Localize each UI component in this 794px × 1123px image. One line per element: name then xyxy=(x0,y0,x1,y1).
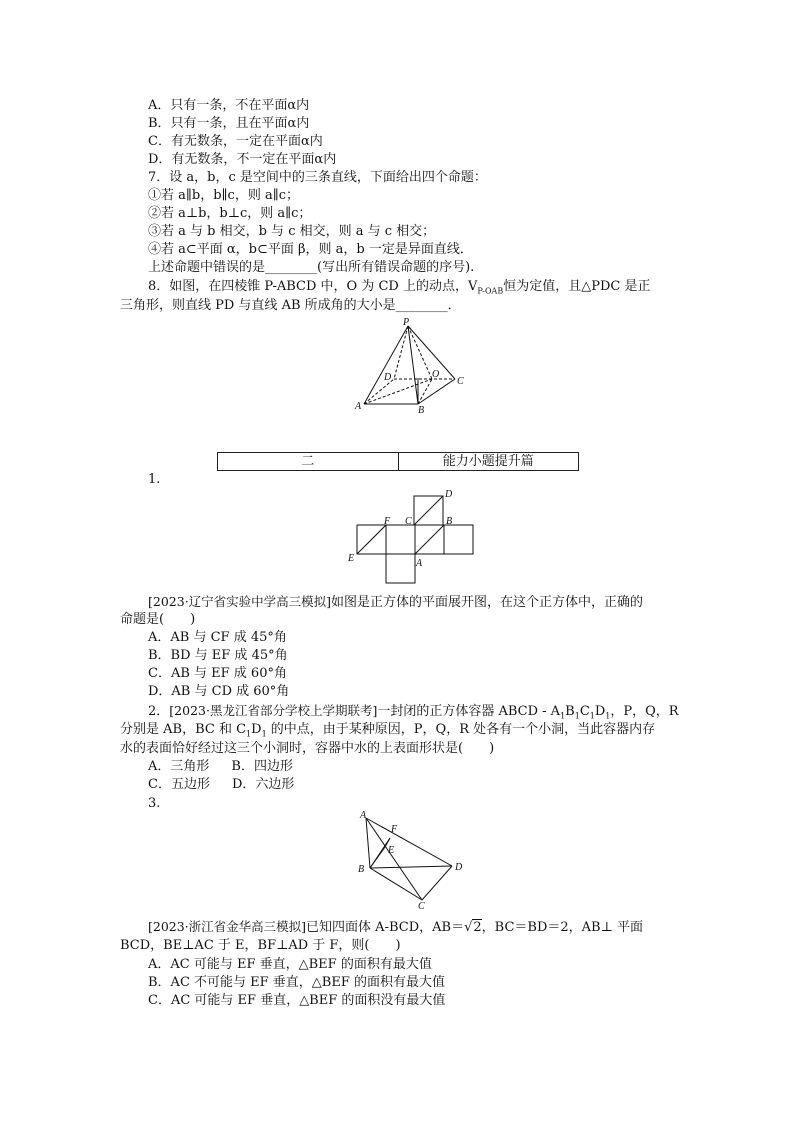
p2-sub-a1: 1 xyxy=(560,711,566,721)
tetrahedron-figure xyxy=(350,808,470,910)
p2-sub-c1b: 1 xyxy=(246,729,252,739)
label-b: B xyxy=(418,405,425,416)
p1-source: [2023·辽宁省实验中学高三模拟] xyxy=(148,594,332,609)
p2-stem-b: B xyxy=(565,704,575,719)
p3-sqrt-value: 2 xyxy=(473,920,482,935)
q7-item-4: ④若 a⊂平面 α，b⊂平面 β，则 a，b 一定是异面直线． xyxy=(148,242,473,257)
tet-label-a: A xyxy=(360,810,367,821)
q6-option-d: D．有无数条，不一定在平面α内 xyxy=(148,152,337,167)
p2-stem-c: C xyxy=(579,704,590,719)
cube-net-figure xyxy=(344,488,478,588)
p3-stem-b: ，BC＝BD＝2，AB⊥ 平面 xyxy=(481,920,643,935)
p3-source: [2023·浙江省金华高三模拟] xyxy=(148,919,307,934)
tet-label-f: F xyxy=(391,824,398,835)
q7-item-3: ③若 a 与 b 相交，b 与 c 相交，则 a 与 c 相交； xyxy=(148,224,436,239)
q7-question: 上述命题中错误的是________(写出所有错误命题的序号). xyxy=(148,260,475,275)
net-label-e: E xyxy=(348,553,355,564)
section-number: 二 xyxy=(218,453,399,470)
section-title: 能力小题提升篇 xyxy=(442,454,534,469)
p2-source: [2023·黑龙江省部分学校上学期联考] xyxy=(169,703,378,718)
label-o: O xyxy=(432,369,440,380)
q8-subscript: P-OAB xyxy=(477,286,504,296)
p1-option-d: D．AB 与 CD 成 60°角 xyxy=(148,684,290,699)
p2-sub-c1: 1 xyxy=(589,711,595,721)
q6-option-b: B．只有一条，且在平面α内 xyxy=(148,116,310,131)
p2-sub-b1: 1 xyxy=(574,711,580,721)
p2-line2-a: 分别是 AB，BC 和 C xyxy=(120,722,247,737)
p3-stem-a: 已知四面体 A-BCD，AB＝ xyxy=(306,920,465,935)
tet-label-e: E xyxy=(388,845,395,856)
net-label-a: A xyxy=(416,558,423,569)
label-a: A xyxy=(355,401,362,412)
p1-number: 1. xyxy=(148,472,161,487)
p1-stem: 如图是正方体的平面展开图，在这个正方体中，正确的 xyxy=(331,595,644,610)
q6-option-a: A．只有一条，不在平面α内 xyxy=(148,98,310,113)
label-d: D xyxy=(384,372,392,383)
p1-stem-line-2: 命题是( ) xyxy=(120,612,196,627)
net-label-c: C xyxy=(405,516,412,527)
net-label-f: F xyxy=(384,516,391,527)
net-label-b: B xyxy=(446,516,453,527)
pyramid-figure xyxy=(350,316,475,418)
q8-text-a: 8．如图，在四棱锥 P-ABCD 中，O 为 CD 上的动点，V xyxy=(148,279,478,294)
p1-stem-line-1 xyxy=(148,593,643,612)
p2-stem-e: ，P，Q，R xyxy=(610,704,679,719)
p3-line-1 xyxy=(148,918,643,937)
section-header xyxy=(217,452,579,471)
p2-sub-d1: 1 xyxy=(605,711,611,721)
q8-text-b: 恒为定值，且△PDC 是正 xyxy=(503,279,651,294)
net-label-d: D xyxy=(445,489,453,500)
label-p: P xyxy=(403,317,410,328)
p1-option-c: C．AB 与 EF 成 60°角 xyxy=(148,666,287,681)
p3-number: 3. xyxy=(148,796,161,811)
p2-number: 2． xyxy=(148,704,170,719)
p2-options-row-1 xyxy=(148,758,293,776)
p2-option-a: A．三角形 xyxy=(148,759,210,774)
p2-sub-d1b: 1 xyxy=(261,729,267,739)
p1-option-b: B．BD 与 EF 成 45°角 xyxy=(148,648,288,663)
p2-stem-a: 一封闭的正方体容器 ABCD - A xyxy=(377,704,561,719)
p3-option-c: C．AC 可能与 EF 垂直，△BEF 的面积没有最大值 xyxy=(148,993,446,1008)
tet-label-d: D xyxy=(455,862,463,873)
label-c: C xyxy=(457,376,464,387)
p2-option-c: C．五边形 xyxy=(148,777,210,792)
p2-stem-d: D xyxy=(594,704,606,719)
p3-option-a: A．AC 可能与 EF 垂直，△BEF 的面积有最大值 xyxy=(148,957,432,972)
q8-line-2: 三角形，则直线 PD 与直线 AB 所成角的大小是________． xyxy=(120,298,461,313)
p2-option-b: B．四边形 xyxy=(231,759,293,774)
p2-line-3: 水的表面恰好经过这三个小洞时，容器中水的上表面形状是( ) xyxy=(120,741,495,756)
tet-label-c: C xyxy=(418,901,425,910)
p1-option-a: A．AB 与 CF 成 45°角 xyxy=(148,630,287,645)
p2-options-row-2 xyxy=(148,776,294,794)
q7-item-1: ①若 a∥b，b∥c，则 a∥c； xyxy=(148,188,299,203)
p3-option-b: B．AC 不可能与 EF 垂直，△BEF 的面积有最大值 xyxy=(148,975,445,990)
sqrt-sign: √ xyxy=(464,920,473,935)
p2-line2-c: 的中点，由于某种原因，P，Q，R 处各有一个小洞，当此容器内存 xyxy=(266,722,656,737)
p3-line-2: BCD，BE⊥AC 于 E，BF⊥AD 于 F，则( ) xyxy=(120,938,401,953)
p2-line2-b: D xyxy=(251,722,262,737)
tet-label-b: B xyxy=(358,864,365,875)
q7-stem: 7．设 a，b，c 是空间中的三条直线，下面给出四个命题： xyxy=(148,170,487,185)
p2-option-d: D．六边形 xyxy=(231,777,295,792)
q7-item-2: ②若 a⊥b，b⊥c，则 a∥c； xyxy=(148,206,312,221)
q6-option-c: C．有无数条，一定在平面α内 xyxy=(148,134,323,149)
